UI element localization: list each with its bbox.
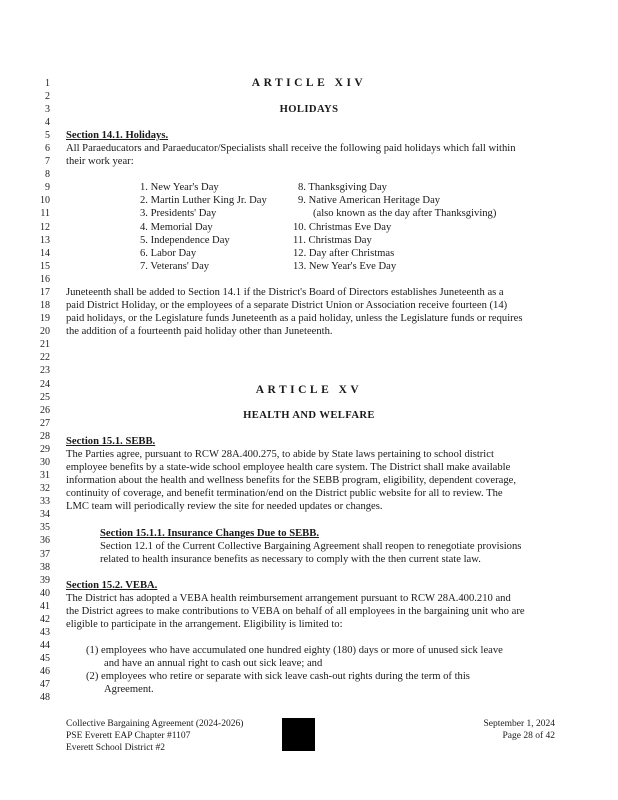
- paragraph-line: paid holidays, or the Legislature funds Juneteenth as a paid holiday, unless the Legislature funds or requires: [66, 313, 523, 324]
- line-number: 16: [40, 274, 50, 285]
- article-subtitle: HEALTH AND WELFARE: [243, 410, 375, 421]
- qr-code-image: [282, 718, 315, 751]
- line-number: 48: [40, 692, 50, 703]
- list-item: 9. Native American Heritage Day: [298, 195, 441, 206]
- list-item: Agreement.: [104, 684, 154, 695]
- article-title: ARTICLE XV: [255, 384, 363, 396]
- line-number: 35: [40, 522, 50, 533]
- line-number: 30: [40, 457, 50, 468]
- paragraph-line: their work year:: [66, 156, 134, 167]
- line-number: 19: [40, 313, 50, 324]
- paragraph-line: Section 12.1 of the Current Collective Bargaining Agreement shall reopen to renegotiate provisions: [100, 541, 522, 552]
- line-number: 23: [40, 365, 50, 376]
- list-item: (1) employees who have accumulated one hundred eighty (180) days or more of unused sick leave: [86, 645, 503, 656]
- line-number: 9: [45, 182, 50, 193]
- line-number: 4: [45, 117, 50, 128]
- line-number: 15: [40, 261, 50, 272]
- paragraph-line: LMC team will periodically review the site for needed updates or changes.: [66, 501, 383, 512]
- article-title: ARTICLE XIV: [251, 77, 367, 89]
- line-number: 42: [40, 614, 50, 625]
- list-item: 12. Day after Christmas: [293, 248, 395, 259]
- paragraph-line: All Paraeducators and Paraeducator/Specialists shall receive the following paid holidays which fall within: [66, 143, 516, 154]
- line-number: 28: [40, 431, 50, 442]
- paragraph-line: continuity of coverage, and benefit termination/end on the District public website for all to review. The: [66, 488, 503, 499]
- line-number: 11: [40, 208, 50, 219]
- paragraph-line: The Parties agree, pursuant to RCW 28A.400.275, to abide by State laws pertaining to school district: [66, 449, 494, 460]
- line-number: 17: [40, 287, 50, 298]
- line-number: 26: [40, 405, 50, 416]
- list-item: 6. Labor Day: [140, 248, 197, 259]
- line-number: 6: [45, 143, 50, 154]
- line-number: 29: [40, 444, 50, 455]
- section-title: Section 14.1. Holidays.: [66, 130, 169, 141]
- list-item: (also known as the day after Thanksgiving): [313, 208, 497, 219]
- line-number: 22: [40, 352, 50, 363]
- list-item: (2) employees who retire or separate with sick leave cash-out rights during the term of this: [86, 671, 470, 682]
- list-item: 1. New Year's Day: [140, 182, 219, 193]
- line-number: 25: [40, 392, 50, 403]
- line-number: 41: [40, 601, 50, 612]
- section-title: Section 15.1. SEBB.: [66, 436, 156, 447]
- line-number: 33: [40, 496, 50, 507]
- line-number: 27: [40, 418, 50, 429]
- list-item: 8. Thanksgiving Day: [298, 182, 387, 193]
- line-number: 32: [40, 483, 50, 494]
- list-item: 10. Christmas Eve Day: [293, 222, 392, 233]
- line-number: 37: [40, 549, 50, 560]
- list-item: 7. Veterans' Day: [140, 261, 210, 272]
- paragraph-line: Juneteenth shall be added to Section 14.1 if the District's Board of Directors establishes Juneteenth as a: [66, 287, 504, 298]
- paragraph-line: The District has adopted a VEBA health reimbursement arrangement pursuant to RCW 28A.400.210 and: [66, 593, 511, 604]
- footer-left-line: Collective Bargaining Agreement (2024-2026): [66, 719, 244, 729]
- list-item: 4. Memorial Day: [140, 222, 213, 233]
- paragraph-line: related to health insurance benefits as necessary to comply with the then current state law.: [100, 554, 481, 565]
- line-number: 44: [40, 640, 50, 651]
- list-item: 5. Independence Day: [140, 235, 230, 246]
- paragraph-line: employee benefits by a state-wide school employee health care system. The District shall make available: [66, 462, 511, 473]
- line-number: 38: [40, 562, 50, 573]
- section-title: Section 15.2. VEBA.: [66, 580, 158, 591]
- article-subtitle: HOLIDAYS: [279, 104, 339, 115]
- line-number: 46: [40, 666, 50, 677]
- footer-left-line: Everett School District #2: [66, 743, 165, 753]
- line-number: 21: [40, 339, 50, 350]
- line-number: 39: [40, 575, 50, 586]
- footer-date: September 1, 2024: [483, 719, 555, 729]
- list-item: and have an annual right to cash out sick leave; and: [104, 658, 323, 669]
- line-number: 24: [40, 379, 50, 390]
- footer-page-number: Page 28 of 42: [502, 731, 555, 741]
- line-number: 1: [45, 78, 50, 89]
- line-number: 18: [40, 300, 50, 311]
- list-item: 2. Martin Luther King Jr. Day: [140, 195, 267, 206]
- line-number: 8: [45, 169, 50, 180]
- paragraph-line: paid District Holiday, or the employees of a separate District Union or Association receive fourteen (14): [66, 300, 508, 311]
- line-number: 2: [45, 91, 50, 102]
- line-number: 34: [40, 509, 50, 520]
- line-number: 13: [40, 235, 50, 246]
- list-item: 11. Christmas Day: [293, 235, 372, 246]
- paragraph-line: eligible to participate in the arrangement. Eligibility is limited to:: [66, 619, 343, 630]
- paragraph-line: the addition of a fourteenth paid holiday other than Juneteenth.: [66, 326, 333, 337]
- line-number: 12: [40, 222, 50, 233]
- paragraph-line: information about the health and wellness benefits for the SEBB program, eligibility, dependent coverage,: [66, 475, 517, 486]
- line-number: 7: [45, 156, 50, 167]
- line-number: 36: [40, 535, 50, 546]
- line-number: 3: [45, 104, 50, 115]
- line-number: 5: [45, 130, 50, 141]
- section-title: Section 15.1.1. Insurance Changes Due to SEBB.: [100, 528, 319, 539]
- line-number: 20: [40, 326, 50, 337]
- paragraph-line: the District agrees to make contributions to VEBA on behalf of all employees in the bargaining unit who are: [66, 606, 525, 617]
- footer-left-line: PSE Everett EAP Chapter #1107: [66, 731, 191, 741]
- line-number: 31: [40, 470, 50, 481]
- line-number: 45: [40, 653, 50, 664]
- list-item: 3. Presidents' Day: [140, 208, 217, 219]
- line-number: 43: [40, 627, 50, 638]
- line-number: 47: [40, 679, 50, 690]
- line-number: 14: [40, 248, 50, 259]
- list-item: 13. New Year's Eve Day: [293, 261, 397, 272]
- line-number: 40: [40, 588, 50, 599]
- line-number: 10: [40, 195, 50, 206]
